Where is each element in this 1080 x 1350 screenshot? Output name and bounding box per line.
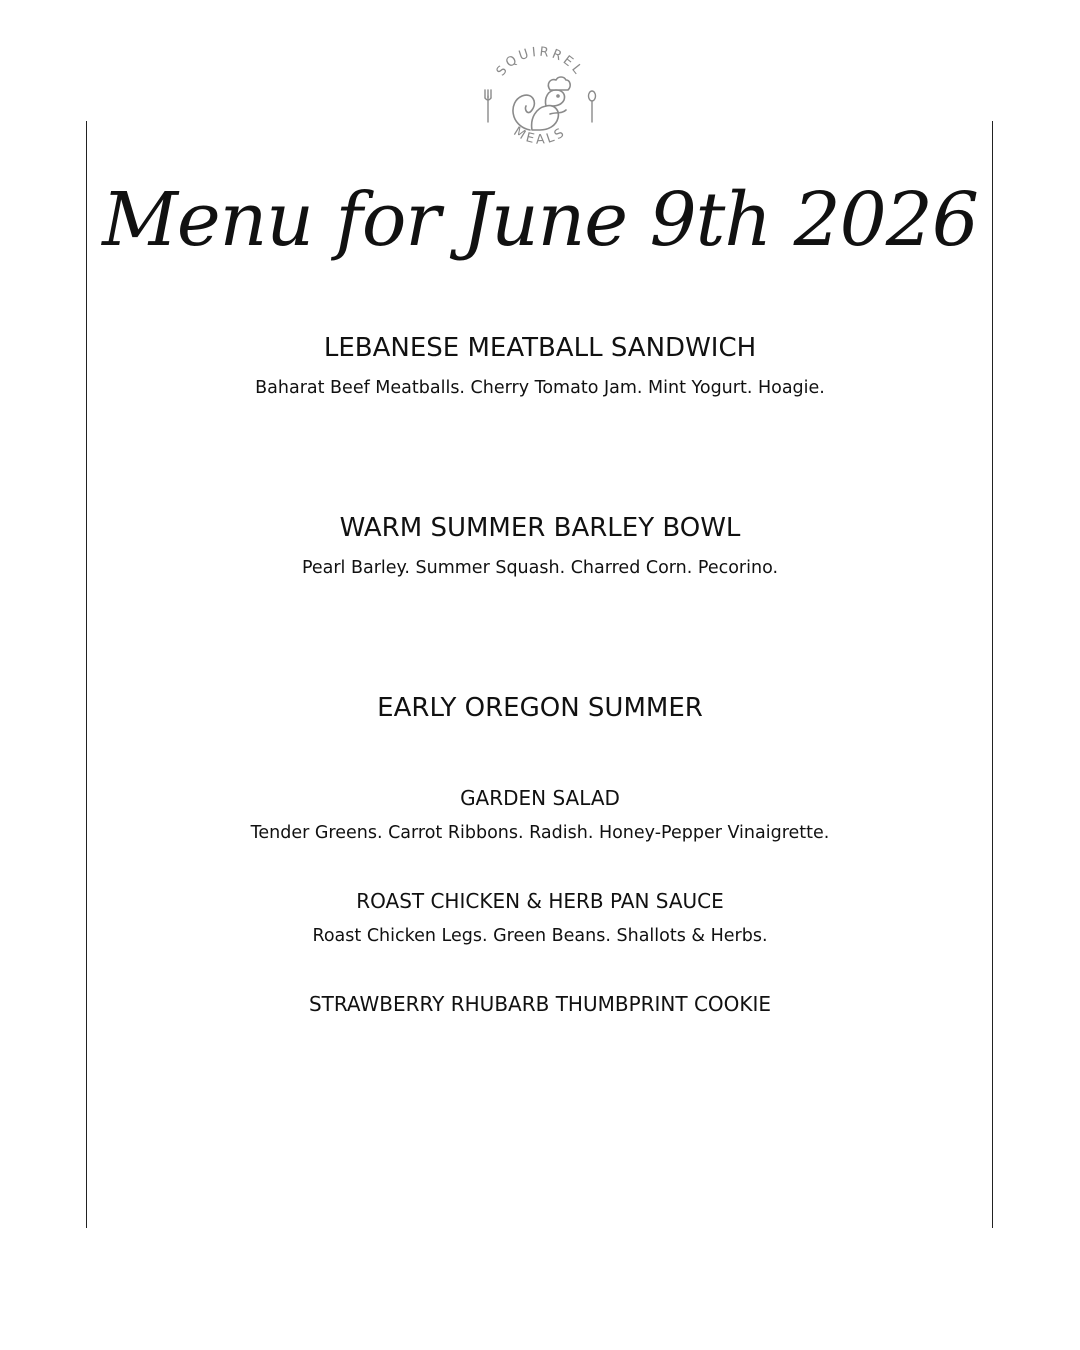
- logo-bottom-text: MEALS: [510, 124, 570, 148]
- fork-icon: [485, 90, 491, 122]
- course-description: Roast Chicken Legs. Green Beans. Shallots & Herbs.: [312, 926, 768, 946]
- left-border-line: [86, 121, 87, 1228]
- course-description: Tender Greens. Carrot Ribbons. Radish. Honey-Pepper Vinaigrette.: [250, 823, 830, 843]
- dish-description: Pearl Barley. Summer Squash. Charred Corn. Pecorino.: [301, 558, 779, 578]
- menu-title: Menu for June 9th 2026: [102, 177, 978, 263]
- course-title: ROAST CHICKEN & HERB PAN SAUCE: [356, 889, 724, 913]
- special-menu-title: EARLY OREGON SUMMER: [377, 693, 703, 723]
- squirrel-meals-logo: [480, 38, 600, 158]
- svg-text:SQUIRREL: [494, 45, 587, 80]
- dish-title: LEBANESE MEATBALL SANDWICH: [323, 333, 757, 363]
- spoon-icon: [589, 91, 596, 122]
- dish-title: WARM SUMMER BARLEY BOWL: [339, 513, 741, 543]
- right-border-line: [992, 121, 993, 1228]
- logo-top-text: SQUIRREL: [493, 44, 587, 80]
- course-title: STRAWBERRY RHUBARB THUMBPRINT COOKIE: [308, 992, 772, 1016]
- squirrel-chef-icon: [513, 77, 570, 130]
- svg-text:MEALS: [511, 124, 570, 147]
- dish-description: Baharat Beef Meatballs. Cherry Tomato Jam. Mint Yogurt. Hoagie.: [255, 378, 825, 398]
- course-title: GARDEN SALAD: [460, 786, 620, 810]
